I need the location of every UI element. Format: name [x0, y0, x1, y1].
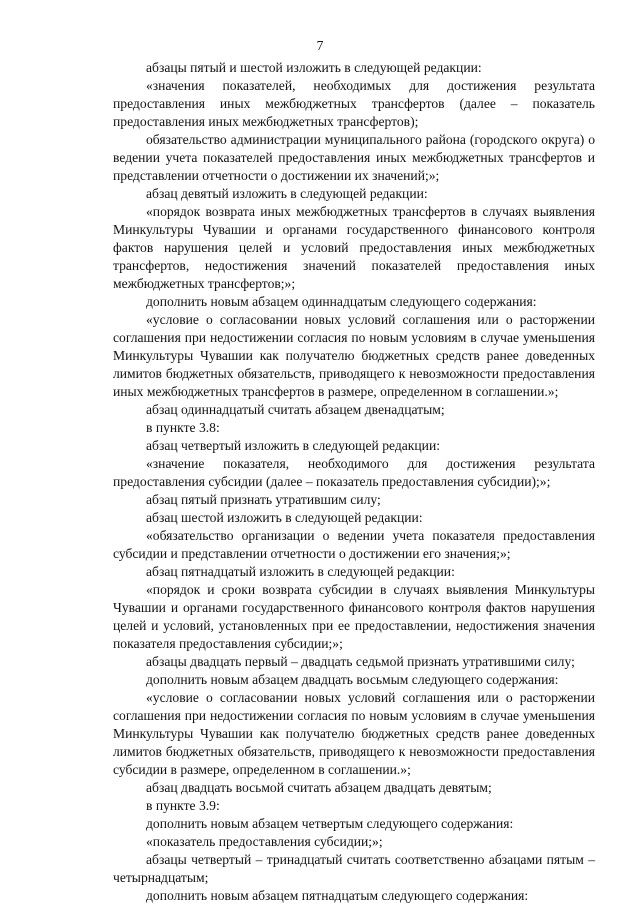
- paragraph: дополнить новым абзацем четвертым следующего содержания:: [146, 816, 514, 831]
- paragraph: абзац четвертый изложить в следующей редакции:: [146, 438, 441, 453]
- paragraph: дополнить новым абзацем пятнадцатым следующего содержания:: [146, 888, 529, 903]
- paragraph: «порядок возврата иных межбюджетных трансфертов в случаях выявления Минкультуры Чувашии и органами государственного финансового контроля фактов нарушения целей и условий предоставления иных межбюджетных трансфертов, недостижения значений показателей предоставления иных межбюджетных трансфертов;»;: [113, 204, 595, 291]
- paragraph: абзац пятнадцатый изложить в следующей редакции:: [146, 564, 455, 579]
- paragraph: дополнить новым абзацем одиннадцатым следующего содержания:: [146, 294, 537, 309]
- paragraph: в пункте 3.8:: [146, 420, 220, 435]
- paragraph: «условие о согласовании новых условий соглашения или о расторжении соглашения при недостижении согласия по новым условиям в случае уменьшения Минкультуры Чувашии как получателю бюджетных средств ранее доведенных лимитов бюджетных обязательств, приводящего к невозможности предоставления субсидии в размере, определенном в соглашении.»;: [113, 690, 595, 777]
- paragraph: абзац шестой изложить в следующей редакции:: [146, 510, 423, 525]
- document-body: [113, 59, 595, 905]
- paragraph: абзац девятый изложить в следующей редакции:: [146, 186, 428, 201]
- paragraph: «условие о согласовании новых условий соглашения или о расторжении соглашения при недостижении согласия по новым условиям в случае уменьшения Минкультуры Чувашии как получателю бюджетных средств ранее доведенных лимитов бюджетных обязательств, приводящего к невозможности предоставления иных межбюджетных трансфертов в размере, определенном в соглашении.»;: [113, 312, 595, 399]
- paragraph: «обязательство организации о ведении учета показателя предоставления субсидии и представлении отчетности о достижении его значения;»;: [113, 528, 595, 561]
- paragraph: «порядок и сроки возврата субсидии в случаях выявления Минкультуры Чувашии и органами государственного финансового контроля фактов нарушения целей и условий, установленных при ее предоставлении, недостижения значения показателя предоставления субсидии;»;: [113, 582, 595, 651]
- paragraph: абзацы двадцать первый – двадцать седьмой признать утратившими силу;: [146, 654, 575, 669]
- paragraph: «значения показателей, необходимых для достижения результата предоставления иных межбюджетных трансфертов (далее – показатель предоставления иных межбюджетных трансфертов);: [113, 78, 595, 129]
- paragraph: «показатель предоставления субсидии;»;: [146, 834, 383, 849]
- paragraph: абзац двадцать восьмой считать абзацем двадцать девятым;: [146, 780, 492, 795]
- paragraph: в пункте 3.9:: [146, 798, 220, 813]
- paragraph: дополнить новым абзацем двадцать восьмым следующего содержания:: [146, 672, 559, 687]
- paragraph: обязательство администрации муниципального района (городского округа) о ведении учета показателей предоставления иных межбюджетных трансфертов и представлении отчетности о достижении их значений;»;: [113, 132, 595, 183]
- paragraph: абзацы пятый и шестой изложить в следующей редакции:: [146, 60, 482, 75]
- paragraph: «значение показателя, необходимого для достижения результата предоставления субсидии (далее – показатель предоставления субсидии);»;: [113, 456, 595, 489]
- paragraph: абзацы четвертый – тринадцатый считать соответственно абзацами пятым – четырнадцатым;: [113, 852, 595, 885]
- page-number: 7: [316, 38, 324, 53]
- paragraph: абзац пятый признать утратившим силу;: [146, 492, 381, 507]
- paragraph: абзац одиннадцатый считать абзацем двенадцатым;: [146, 402, 445, 417]
